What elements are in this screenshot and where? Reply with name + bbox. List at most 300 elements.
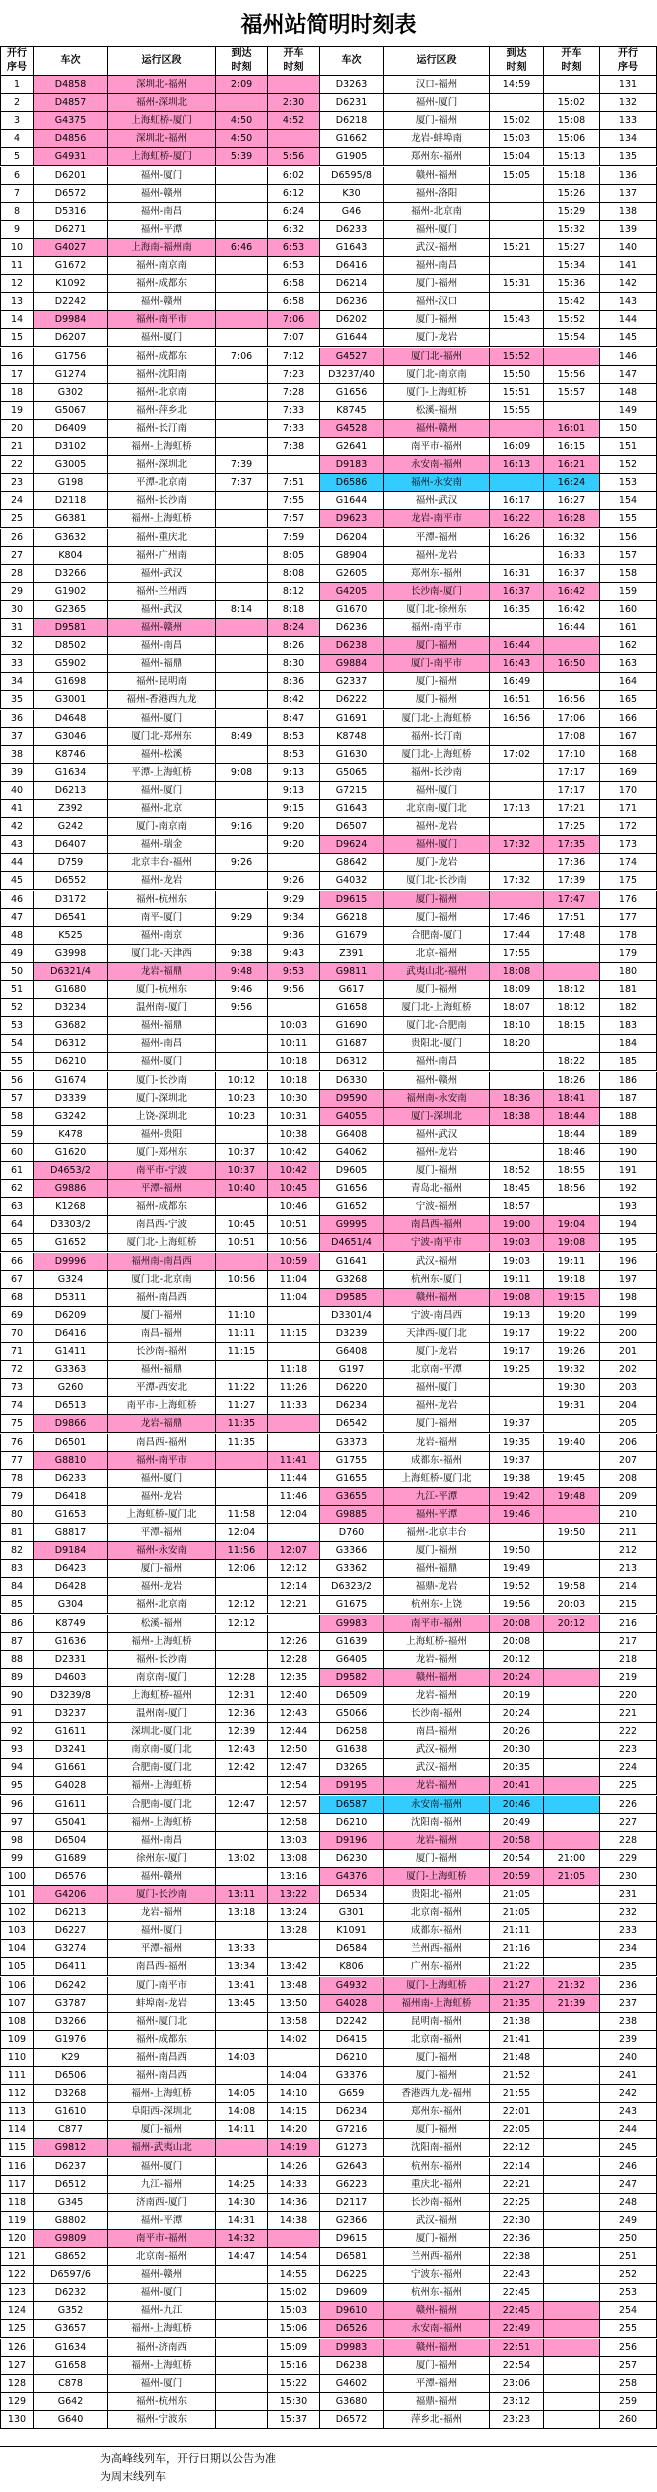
right-depart-time xyxy=(544,1669,600,1687)
right-depart-time xyxy=(544,2411,600,2429)
right-arrive-time: 18:07 xyxy=(490,999,544,1017)
right-seq: 157 xyxy=(600,547,657,565)
right-train-number: G1644 xyxy=(320,329,384,347)
left-train-number: G8652 xyxy=(34,2248,108,2266)
right-route: 赣州-福州 xyxy=(384,167,490,185)
right-seq: 138 xyxy=(600,203,657,221)
right-depart-time xyxy=(544,963,600,981)
right-route: 福州-厦门 xyxy=(384,836,490,854)
left-train-number: D2331 xyxy=(34,1651,108,1669)
left-depart-time: 13:22 xyxy=(268,1886,320,1904)
right-arrive-time: 17:02 xyxy=(490,746,544,764)
right-arrive-time xyxy=(490,329,544,347)
right-route: 厦门-福州 xyxy=(384,2357,490,2375)
right-arrive-time xyxy=(490,1144,544,1162)
left-depart-time: 10:18 xyxy=(268,1053,320,1071)
left-route: 福州-厦门 xyxy=(108,782,216,800)
right-arrive-time: 15:51 xyxy=(490,384,544,402)
left-arrive-time xyxy=(216,691,268,709)
left-route: 福州-重庆北 xyxy=(108,529,216,547)
right-arrive-time xyxy=(490,818,544,836)
right-depart-time xyxy=(544,1922,600,1940)
right-train-number: G9884 xyxy=(320,655,384,673)
right-seq: 201 xyxy=(600,1343,657,1361)
right-seq: 210 xyxy=(600,1506,657,1524)
left-depart-time: 7:33 xyxy=(268,420,320,438)
left-depart-time: 12:04 xyxy=(268,1506,320,1524)
left-seq: 112 xyxy=(0,2085,34,2103)
left-arrive-time xyxy=(216,1814,268,1832)
right-route: 长沙南-福州 xyxy=(384,1705,490,1723)
left-seq: 118 xyxy=(0,2194,34,2212)
left-seq: 22 xyxy=(0,456,34,474)
right-seq: 169 xyxy=(600,764,657,782)
left-route: 福州-厦门 xyxy=(108,1470,216,1488)
left-seq: 58 xyxy=(0,1108,34,1126)
right-train-number: G3680 xyxy=(320,2393,384,2411)
right-arrive-time: 18:08 xyxy=(490,963,544,981)
left-route: 厦门北-郑州东 xyxy=(108,728,216,746)
right-seq: 226 xyxy=(600,1796,657,1814)
left-depart-time xyxy=(268,1434,320,1452)
right-depart-time: 19:32 xyxy=(544,1361,600,1379)
right-train-number: G1687 xyxy=(320,1035,384,1053)
left-seq: 26 xyxy=(0,529,34,547)
left-route: 福州-厦门 xyxy=(108,1922,216,1940)
left-seq: 1 xyxy=(0,76,34,94)
left-train-number: G9809 xyxy=(34,2230,108,2248)
right-depart-time: 18:22 xyxy=(544,1053,600,1071)
right-route: 福州-赣州 xyxy=(384,1072,490,1090)
right-route: 武汉-福州 xyxy=(384,1253,490,1271)
left-arrive-time xyxy=(216,167,268,185)
left-arrive-time: 12:12 xyxy=(216,1596,268,1614)
right-arrive-time: 15:52 xyxy=(490,348,544,366)
legend xyxy=(0,2446,657,2490)
right-arrive-time: 16:44 xyxy=(490,637,544,655)
left-seq: 85 xyxy=(0,1596,34,1614)
right-arrive-time: 19:38 xyxy=(490,1470,544,1488)
right-seq: 192 xyxy=(600,1180,657,1198)
left-depart-time: 9:56 xyxy=(268,981,320,999)
right-train-number: G4527 xyxy=(320,348,384,366)
right-train-number: G197 xyxy=(320,1361,384,1379)
left-route: 厦门-福州 xyxy=(108,1307,216,1325)
right-train-number: G4376 xyxy=(320,1868,384,1886)
left-train-number: G6381 xyxy=(34,510,108,528)
right-arrive-time: 18:57 xyxy=(490,1198,544,1216)
right-seq: 224 xyxy=(600,1759,657,1777)
left-depart-time: 8:08 xyxy=(268,565,320,583)
right-arrive-time: 19:25 xyxy=(490,1361,544,1379)
left-depart-time xyxy=(268,1940,320,1958)
left-train-number: D9581 xyxy=(34,619,108,637)
right-train-number: G1675 xyxy=(320,1596,384,1614)
left-train-number: G3242 xyxy=(34,1108,108,1126)
right-arrive-time: 18:20 xyxy=(490,1035,544,1053)
left-seq: 106 xyxy=(0,1977,34,1995)
left-seq: 23 xyxy=(0,474,34,492)
right-route: 福州-汉口 xyxy=(384,293,490,311)
right-depart-time: 17:17 xyxy=(544,782,600,800)
right-train-number: G1656 xyxy=(320,1180,384,1198)
right-train-number: G6218 xyxy=(320,909,384,927)
left-train-number: D6213 xyxy=(34,782,108,800)
left-train-number: G4206 xyxy=(34,1886,108,1904)
left-depart-time xyxy=(268,1615,320,1633)
left-train-number: G3046 xyxy=(34,728,108,746)
left-seq: 20 xyxy=(0,420,34,438)
left-seq: 28 xyxy=(0,565,34,583)
left-route: 福州-赣州 xyxy=(108,2266,216,2284)
page-title: 福州站简明时刻表 xyxy=(240,13,417,38)
left-depart-time xyxy=(268,1524,320,1542)
right-train-number: K8748 xyxy=(320,728,384,746)
left-depart-time: 13:58 xyxy=(268,2013,320,2031)
left-depart-time: 7:51 xyxy=(268,474,320,492)
right-depart-time xyxy=(544,1705,600,1723)
left-seq: 99 xyxy=(0,1850,34,1868)
left-route: 福州-厦门 xyxy=(108,2158,216,2176)
right-arrive-time: 15:43 xyxy=(490,311,544,329)
right-train-number: D9196 xyxy=(320,1832,384,1850)
right-train-number: D9623 xyxy=(320,510,384,528)
right-seq: 145 xyxy=(600,329,657,347)
right-arrive-time: 20:41 xyxy=(490,1777,544,1795)
left-route: 上饶-深圳北 xyxy=(108,1108,216,1126)
right-seq: 223 xyxy=(600,1741,657,1759)
left-depart-time: 7:07 xyxy=(268,329,320,347)
right-route: 福州南-上海虹桥 xyxy=(384,1995,490,2013)
left-depart-time: 12:12 xyxy=(268,1560,320,1578)
left-depart-time: 13:24 xyxy=(268,1904,320,1922)
left-depart-time: 6:58 xyxy=(268,293,320,311)
right-depart-time: 17:47 xyxy=(544,891,600,909)
left-arrive-time xyxy=(216,2339,268,2357)
left-train-number: G5067 xyxy=(34,402,108,420)
right-route: 北京南-平潭 xyxy=(384,1361,490,1379)
right-route: 赣州-福州 xyxy=(384,1289,490,1307)
left-route: 福州-杭州东 xyxy=(108,2393,216,2411)
right-route: 北京-福州 xyxy=(384,945,490,963)
right-seq: 250 xyxy=(600,2230,657,2248)
right-depart-time: 16:32 xyxy=(544,529,600,547)
left-seq: 64 xyxy=(0,1216,34,1234)
left-arrive-time: 2:09 xyxy=(216,76,268,94)
left-depart-time: 13:28 xyxy=(268,1922,320,1940)
right-depart-time xyxy=(544,1832,600,1850)
left-arrive-time xyxy=(216,529,268,547)
right-seq: 140 xyxy=(600,239,657,257)
right-depart-time: 18:15 xyxy=(544,1017,600,1035)
right-route: 赣州-福州 xyxy=(384,1669,490,1687)
left-seq: 94 xyxy=(0,1759,34,1777)
left-route: 福州-平潭 xyxy=(108,2212,216,2230)
right-seq: 166 xyxy=(600,710,657,728)
left-arrive-time: 12:28 xyxy=(216,1669,268,1687)
left-route: 福州-北京南 xyxy=(108,384,216,402)
right-depart-time xyxy=(544,2194,600,2212)
left-arrive-time: 11:11 xyxy=(216,1325,268,1343)
left-arrive-time xyxy=(216,293,268,311)
right-train-number: D6416 xyxy=(320,257,384,275)
right-depart-time xyxy=(544,2121,600,2139)
right-train-number: G1638 xyxy=(320,1741,384,1759)
right-arrive-time: 20:54 xyxy=(490,1850,544,1868)
right-arrive-time: 16:56 xyxy=(490,710,544,728)
right-arrive-time: 20:49 xyxy=(490,1814,544,1832)
right-depart-time: 18:44 xyxy=(544,1108,600,1126)
left-seq: 32 xyxy=(0,637,34,655)
left-arrive-time: 10:51 xyxy=(216,1234,268,1252)
right-seq: 252 xyxy=(600,2266,657,2284)
right-arrive-time xyxy=(490,619,544,637)
right-route: 厦门-上海虹桥 xyxy=(384,1868,490,1886)
left-arrive-time xyxy=(216,1922,268,1940)
left-depart-time: 10:18 xyxy=(268,1072,320,1090)
left-depart-time: 9:20 xyxy=(268,818,320,836)
left-seq: 75 xyxy=(0,1415,34,1433)
left-seq: 124 xyxy=(0,2302,34,2320)
right-arrive-time xyxy=(490,221,544,239)
right-depart-time: 21:00 xyxy=(544,1850,600,1868)
right-depart-time: 18:12 xyxy=(544,999,600,1017)
right-route: 宁波-福州 xyxy=(384,1198,490,1216)
right-seq: 203 xyxy=(600,1379,657,1397)
left-train-number: G4027 xyxy=(34,239,108,257)
left-train-number: D6271 xyxy=(34,221,108,239)
right-arrive-time: 21:52 xyxy=(490,2067,544,2085)
right-seq: 196 xyxy=(600,1253,657,1271)
left-seq: 33 xyxy=(0,655,34,673)
right-arrive-time: 20:08 xyxy=(490,1633,544,1651)
right-train-number: D6204 xyxy=(320,529,384,547)
left-route: 上海虹桥-厦门 xyxy=(108,112,216,130)
left-seq: 125 xyxy=(0,2320,34,2338)
left-route: 上海虹桥-福州 xyxy=(108,1687,216,1705)
left-arrive-time: 10:37 xyxy=(216,1162,268,1180)
right-arrive-time xyxy=(490,420,544,438)
left-depart-time: 7:33 xyxy=(268,402,320,420)
right-depart-time: 17:17 xyxy=(544,764,600,782)
left-arrive-time: 10:56 xyxy=(216,1271,268,1289)
left-arrive-time: 12:42 xyxy=(216,1759,268,1777)
right-arrive-time: 19:03 xyxy=(490,1253,544,1271)
left-depart-time: 7:23 xyxy=(268,366,320,384)
left-arrive-time xyxy=(216,257,268,275)
right-seq: 240 xyxy=(600,2049,657,2067)
right-depart-time: 18:12 xyxy=(544,981,600,999)
left-arrive-time xyxy=(216,1452,268,1470)
left-depart-time: 9:20 xyxy=(268,836,320,854)
left-train-number: D4653/2 xyxy=(34,1162,108,1180)
right-seq: 131 xyxy=(600,76,657,94)
left-arrive-time xyxy=(216,2067,268,2085)
right-seq: 176 xyxy=(600,891,657,909)
right-arrive-time: 19:08 xyxy=(490,1289,544,1307)
right-arrive-time xyxy=(490,1126,544,1144)
right-arrive-time: 19:49 xyxy=(490,1560,544,1578)
right-depart-time: 19:15 xyxy=(544,1289,600,1307)
right-route: 北京南-福州 xyxy=(384,2031,490,2049)
left-depart-time: 15:03 xyxy=(268,2302,320,2320)
right-route: 厦门北-徐州东 xyxy=(384,601,490,619)
left-route: 福州-南昌 xyxy=(108,1832,216,1850)
left-depart-time: 9:43 xyxy=(268,945,320,963)
right-seq: 136 xyxy=(600,167,657,185)
right-route: 福州-厦门 xyxy=(384,94,490,112)
right-depart-time: 17:51 xyxy=(544,909,600,927)
right-train-number: G4932 xyxy=(320,1977,384,1995)
right-depart-time xyxy=(544,2357,600,2375)
right-arrive-time xyxy=(490,891,544,909)
right-train-number: G1679 xyxy=(320,927,384,945)
left-route: 福州-永安南 xyxy=(108,1542,216,1560)
right-depart-time: 19:11 xyxy=(544,1253,600,1271)
right-seq: 151 xyxy=(600,438,657,456)
left-arrive-time: 13:11 xyxy=(216,1886,268,1904)
left-train-number: C878 xyxy=(34,2375,108,2393)
left-arrive-time xyxy=(216,1868,268,1886)
left-arrive-time: 10:37 xyxy=(216,1144,268,1162)
left-depart-time: 12:47 xyxy=(268,1759,320,1777)
left-arrive-time xyxy=(216,800,268,818)
left-train-number: D6512 xyxy=(34,2176,108,2194)
right-route: 杭州东-福州 xyxy=(384,2284,490,2302)
right-depart-time: 16:42 xyxy=(544,601,600,619)
right-depart-time xyxy=(544,637,600,655)
left-arrive-time: 12:04 xyxy=(216,1524,268,1542)
left-arrive-time: 5:39 xyxy=(216,148,268,166)
left-train-number: G1680 xyxy=(34,981,108,999)
right-route: 龙岩-南平市 xyxy=(384,510,490,528)
left-route: 福州-北京 xyxy=(108,800,216,818)
left-route: 厦门-杭州东 xyxy=(108,981,216,999)
right-route: 厦门-上海虹桥 xyxy=(384,384,490,402)
left-seq: 47 xyxy=(0,909,34,927)
left-seq: 115 xyxy=(0,2139,34,2157)
timetable-grid xyxy=(0,46,657,2446)
right-seq: 183 xyxy=(600,1017,657,1035)
right-train-number: G1755 xyxy=(320,1452,384,1470)
left-route: 福州-香港西九龙 xyxy=(108,691,216,709)
left-seq: 17 xyxy=(0,366,34,384)
right-depart-time xyxy=(544,2320,600,2338)
left-route: 上海虹桥-厦门北 xyxy=(108,1506,216,1524)
right-route: 厦门-深圳北 xyxy=(384,1108,490,1126)
left-arrive-time: 9:46 xyxy=(216,981,268,999)
right-seq: 132 xyxy=(600,94,657,112)
right-seq: 168 xyxy=(600,746,657,764)
left-arrive-time xyxy=(216,2320,268,2338)
left-depart-time: 8:53 xyxy=(268,746,320,764)
right-seq: 198 xyxy=(600,1289,657,1307)
left-depart-time: 7:12 xyxy=(268,348,320,366)
left-seq: 65 xyxy=(0,1234,34,1252)
right-arrive-time: 22:36 xyxy=(490,2230,544,2248)
left-depart-time xyxy=(268,2049,320,2067)
left-seq: 114 xyxy=(0,2121,34,2139)
left-seq: 9 xyxy=(0,221,34,239)
right-seq: 204 xyxy=(600,1397,657,1415)
right-train-number: G1639 xyxy=(320,1633,384,1651)
left-seq: 4 xyxy=(0,130,34,148)
right-seq: 256 xyxy=(600,2339,657,2357)
left-seq: 55 xyxy=(0,1053,34,1071)
left-depart-time: 10:56 xyxy=(268,1234,320,1252)
right-seq: 189 xyxy=(600,1126,657,1144)
left-seq: 2 xyxy=(0,94,34,112)
left-depart-time xyxy=(268,130,320,148)
right-seq: 207 xyxy=(600,1452,657,1470)
left-seq: 40 xyxy=(0,782,34,800)
right-seq: 147 xyxy=(600,366,657,384)
right-depart-time: 21:32 xyxy=(544,1977,600,1995)
right-arrive-time: 20:26 xyxy=(490,1723,544,1741)
left-arrive-time xyxy=(216,2139,268,2157)
right-depart-time xyxy=(544,2103,600,2121)
right-train-number: D9590 xyxy=(320,1090,384,1108)
right-depart-time xyxy=(544,673,600,691)
left-seq: 44 xyxy=(0,854,34,872)
left-seq: 95 xyxy=(0,1777,34,1795)
right-train-number: G6405 xyxy=(320,1651,384,1669)
right-depart-time xyxy=(544,2302,600,2320)
right-arrive-time: 15:21 xyxy=(490,239,544,257)
left-train-number: G1274 xyxy=(34,366,108,384)
right-arrive-time xyxy=(490,1524,544,1542)
right-train-number: G2337 xyxy=(320,673,384,691)
left-depart-time: 12:21 xyxy=(268,1596,320,1614)
left-seq: 36 xyxy=(0,710,34,728)
left-depart-time: 10:51 xyxy=(268,1216,320,1234)
left-train-number: G3998 xyxy=(34,945,108,963)
right-depart-time xyxy=(544,2339,600,2357)
right-arrive-time: 22:49 xyxy=(490,2320,544,2338)
left-train-number: D4857 xyxy=(34,94,108,112)
left-seq: 12 xyxy=(0,275,34,293)
left-train-number: D6501 xyxy=(34,1434,108,1452)
right-train-number: D6312 xyxy=(320,1053,384,1071)
right-train-number: G5066 xyxy=(320,1705,384,1723)
left-seq: 56 xyxy=(0,1072,34,1090)
left-route: 平潭-福州 xyxy=(108,1180,216,1198)
left-route: 厦门-长沙南 xyxy=(108,1886,216,1904)
left-arrive-time: 9:38 xyxy=(216,945,268,963)
right-seq: 185 xyxy=(600,1053,657,1071)
right-route: 福州-南昌 xyxy=(384,1053,490,1071)
left-arrive-time xyxy=(216,275,268,293)
left-seq: 127 xyxy=(0,2357,34,2375)
right-train-number: G9983 xyxy=(320,1615,384,1633)
left-depart-time: 10:42 xyxy=(268,1144,320,1162)
left-depart-time: 14:55 xyxy=(268,2266,320,2284)
right-train-number: G1630 xyxy=(320,746,384,764)
right-seq: 187 xyxy=(600,1090,657,1108)
left-route: 福州-厦门 xyxy=(108,710,216,728)
left-depart-time: 12:57 xyxy=(268,1796,320,1814)
left-arrive-time xyxy=(216,782,268,800)
left-train-number: G3001 xyxy=(34,691,108,709)
left-route: 平潭-西安北 xyxy=(108,1379,216,1397)
left-arrive-time xyxy=(216,1035,268,1053)
right-route: 福鼎-龙岩 xyxy=(384,1578,490,1596)
right-arrive-time: 16:22 xyxy=(490,510,544,528)
left-route: 福州-南昌西 xyxy=(108,2049,216,2067)
right-seq: 242 xyxy=(600,2085,657,2103)
right-seq: 232 xyxy=(600,1904,657,1922)
left-seq: 62 xyxy=(0,1180,34,1198)
